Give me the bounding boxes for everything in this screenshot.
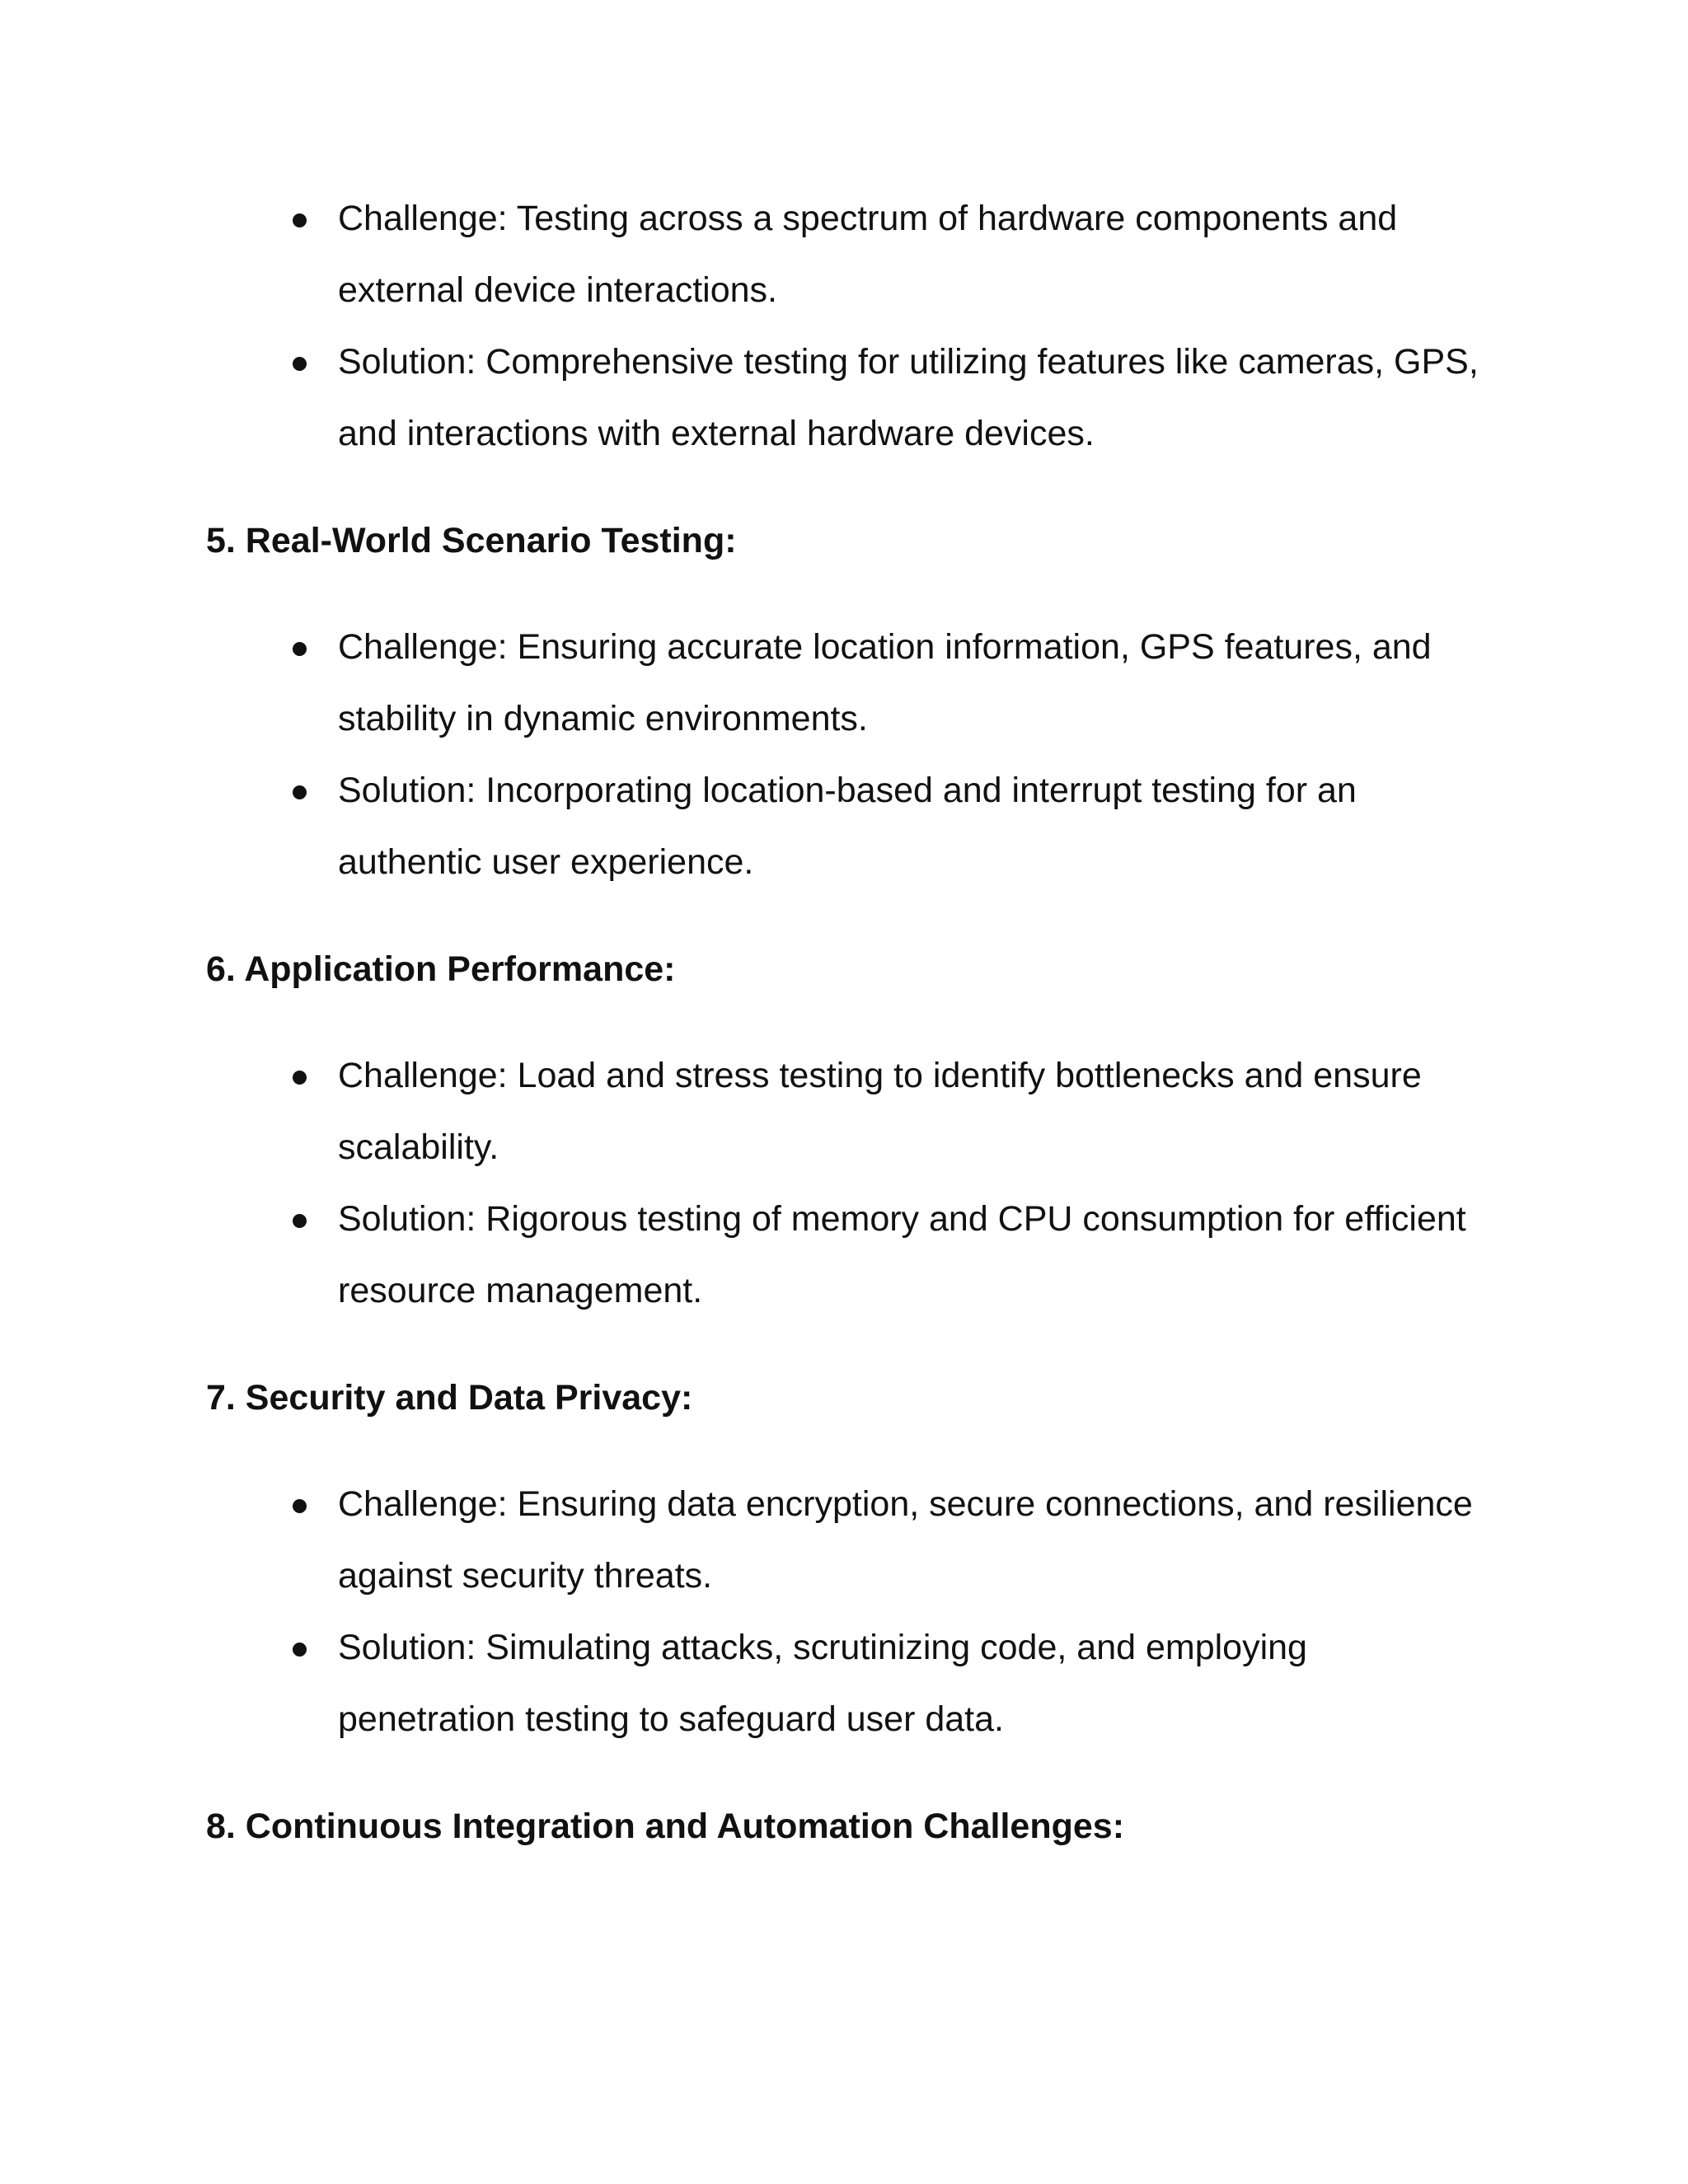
section-heading: 8. Continuous Integration and Automation Challenges: <box>206 1807 1125 1846</box>
list-item <box>338 183 1492 326</box>
section-bullet-list <box>206 612 1492 898</box>
list-item <box>338 1612 1492 1755</box>
list-item <box>338 326 1492 470</box>
section-continuous-integration <box>206 1802 1492 1851</box>
bullet-icon <box>293 785 307 799</box>
list-item-text: Solution: Comprehensive testing for utilizing features like cameras, GPS, and interactions with external hardware devices. <box>338 342 1479 453</box>
bullet-icon <box>293 1071 307 1085</box>
list-item <box>338 612 1492 755</box>
section-heading: 6. Application Performance: <box>206 949 676 989</box>
list-item-text: Challenge: Ensuring data encryption, secure connections, and resilience against security threats. <box>338 1484 1473 1596</box>
bullet-icon <box>293 1499 307 1513</box>
section-bullet-list <box>206 1469 1492 1755</box>
list-item-text: Solution: Simulating attacks, scrutinizing code, and employing penetration testing to safeguard user data. <box>338 1628 1307 1739</box>
document-content <box>206 183 1492 1851</box>
list-item-text: Challenge: Ensuring accurate location information, GPS features, and stability in dynamic environments. <box>338 627 1432 738</box>
list-item-text: Solution: Incorporating location-based and interrupt testing for an authentic user experience. <box>338 771 1357 882</box>
section-security-data-privacy <box>206 1373 1492 1755</box>
section-heading: 5. Real-World Scenario Testing: <box>206 521 737 560</box>
list-item-text: Solution: Rigorous testing of memory and CPU consumption for efficient resource management. <box>338 1199 1466 1310</box>
list-item <box>338 1183 1492 1327</box>
list-item <box>338 1469 1492 1612</box>
section-heading: 7. Security and Data Privacy: <box>206 1378 693 1418</box>
bullet-icon <box>293 357 307 371</box>
list-item <box>338 755 1492 898</box>
section-real-world-scenario-testing <box>206 516 1492 898</box>
intro-bullet-list <box>206 183 1492 470</box>
section-bullet-list <box>206 1040 1492 1327</box>
bullet-icon <box>293 1643 307 1657</box>
list-item-text: Challenge: Load and stress testing to identify bottlenecks and ensure scalability. <box>338 1056 1422 1167</box>
list-item <box>338 1040 1492 1183</box>
bullet-icon <box>293 1214 307 1228</box>
bullet-icon <box>293 642 307 656</box>
bullet-icon <box>293 213 307 227</box>
section-application-performance <box>206 944 1492 1327</box>
list-item-text: Challenge: Testing across a spectrum of hardware components and external device interactions. <box>338 199 1398 310</box>
